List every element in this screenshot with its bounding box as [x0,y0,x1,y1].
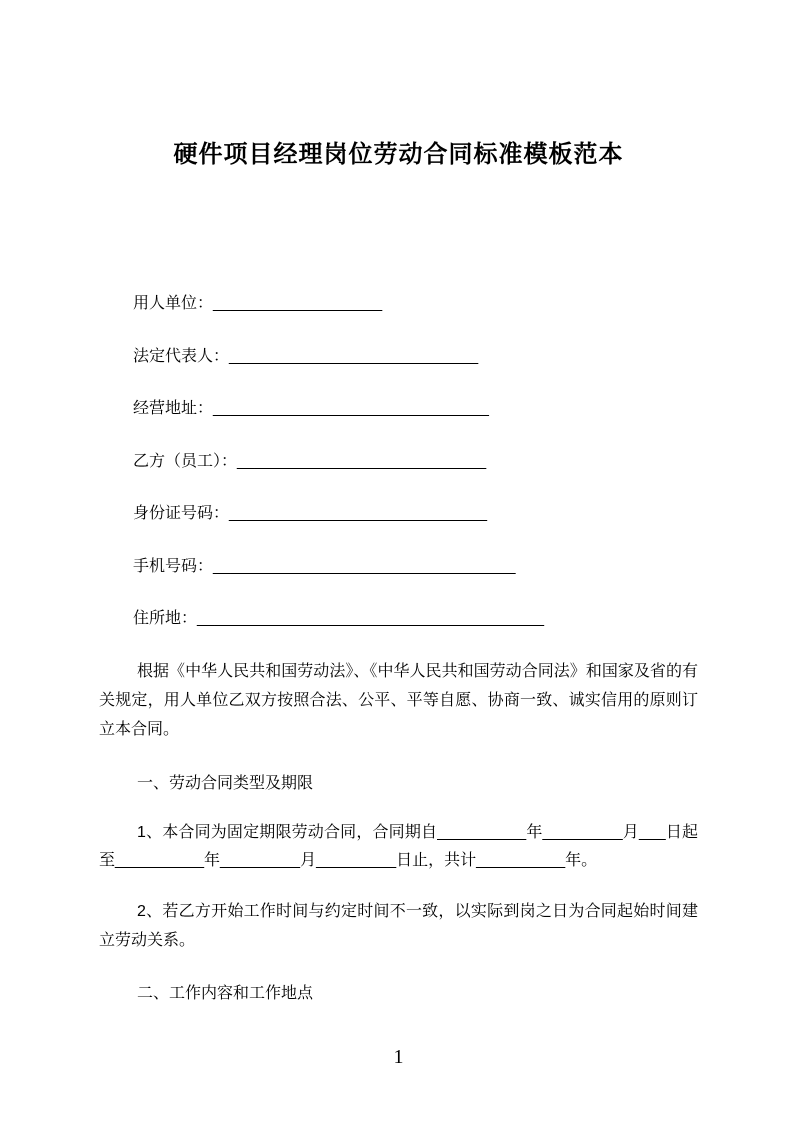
business-address-blank-line: _______________________________ [213,400,489,417]
section-1-heading: 一、劳动合同类型及期限 [137,774,314,792]
field-row-residence [99,608,698,629]
employer-label: 用人单位： [133,295,214,312]
residence-blank-line: _______________________________________ [197,610,545,627]
legal-representative-label: 法定代表人： [133,347,230,365]
employer-blank-line: ___________________ [213,295,383,312]
party-b-employee-label: 乙方（员工）： [133,452,238,470]
mobile-number-label: 手机号码： [133,557,214,575]
field-row-legal-representative [99,346,698,367]
clause-2-start-date: 2、若乙方开始工作时间与约定时间不一致，以实际到岗之日为合同起始时间建立劳动关系。 [99,902,698,949]
section-2-heading: 二、工作内容和工作地点 [137,984,314,1002]
field-row-employer [99,293,698,314]
party-info-fields [99,293,698,629]
residence-label: 住所地： [133,610,198,627]
id-number-blank-line: _____________________________ [229,505,488,522]
legal-representative-blank-line: ____________________________ [229,347,479,365]
field-row-mobile-number [99,556,698,577]
id-number-label: 身份证号码： [133,505,230,522]
intro-paragraph: 根据《中华人民共和国劳动法》、《中华人民共和国劳动合同法》和国家及省的有关规定，用人单位乙双方按照合法、公平、平等自愿、协商一致、诚实信用的原则订立本合同。 [99,662,698,738]
business-address-label: 经营地址： [133,400,214,417]
mobile-number-blank-line: __________________________________ [213,557,516,575]
field-row-id-number [99,503,698,524]
document-title: 硬件项目经理岗位劳动合同标准模板范本 [173,141,624,168]
page-number: 1 [393,1045,404,1068]
field-row-business-address [99,398,698,419]
field-row-party-b-employee [99,451,698,472]
party-b-employee-blank-line: ____________________________ [237,452,487,470]
clause-1-contract-term: 1、本合同为固定期限劳动合同，合同期自__________年_________月___日起至__________年_________月_________日止，共计__________年。 [99,823,698,869]
